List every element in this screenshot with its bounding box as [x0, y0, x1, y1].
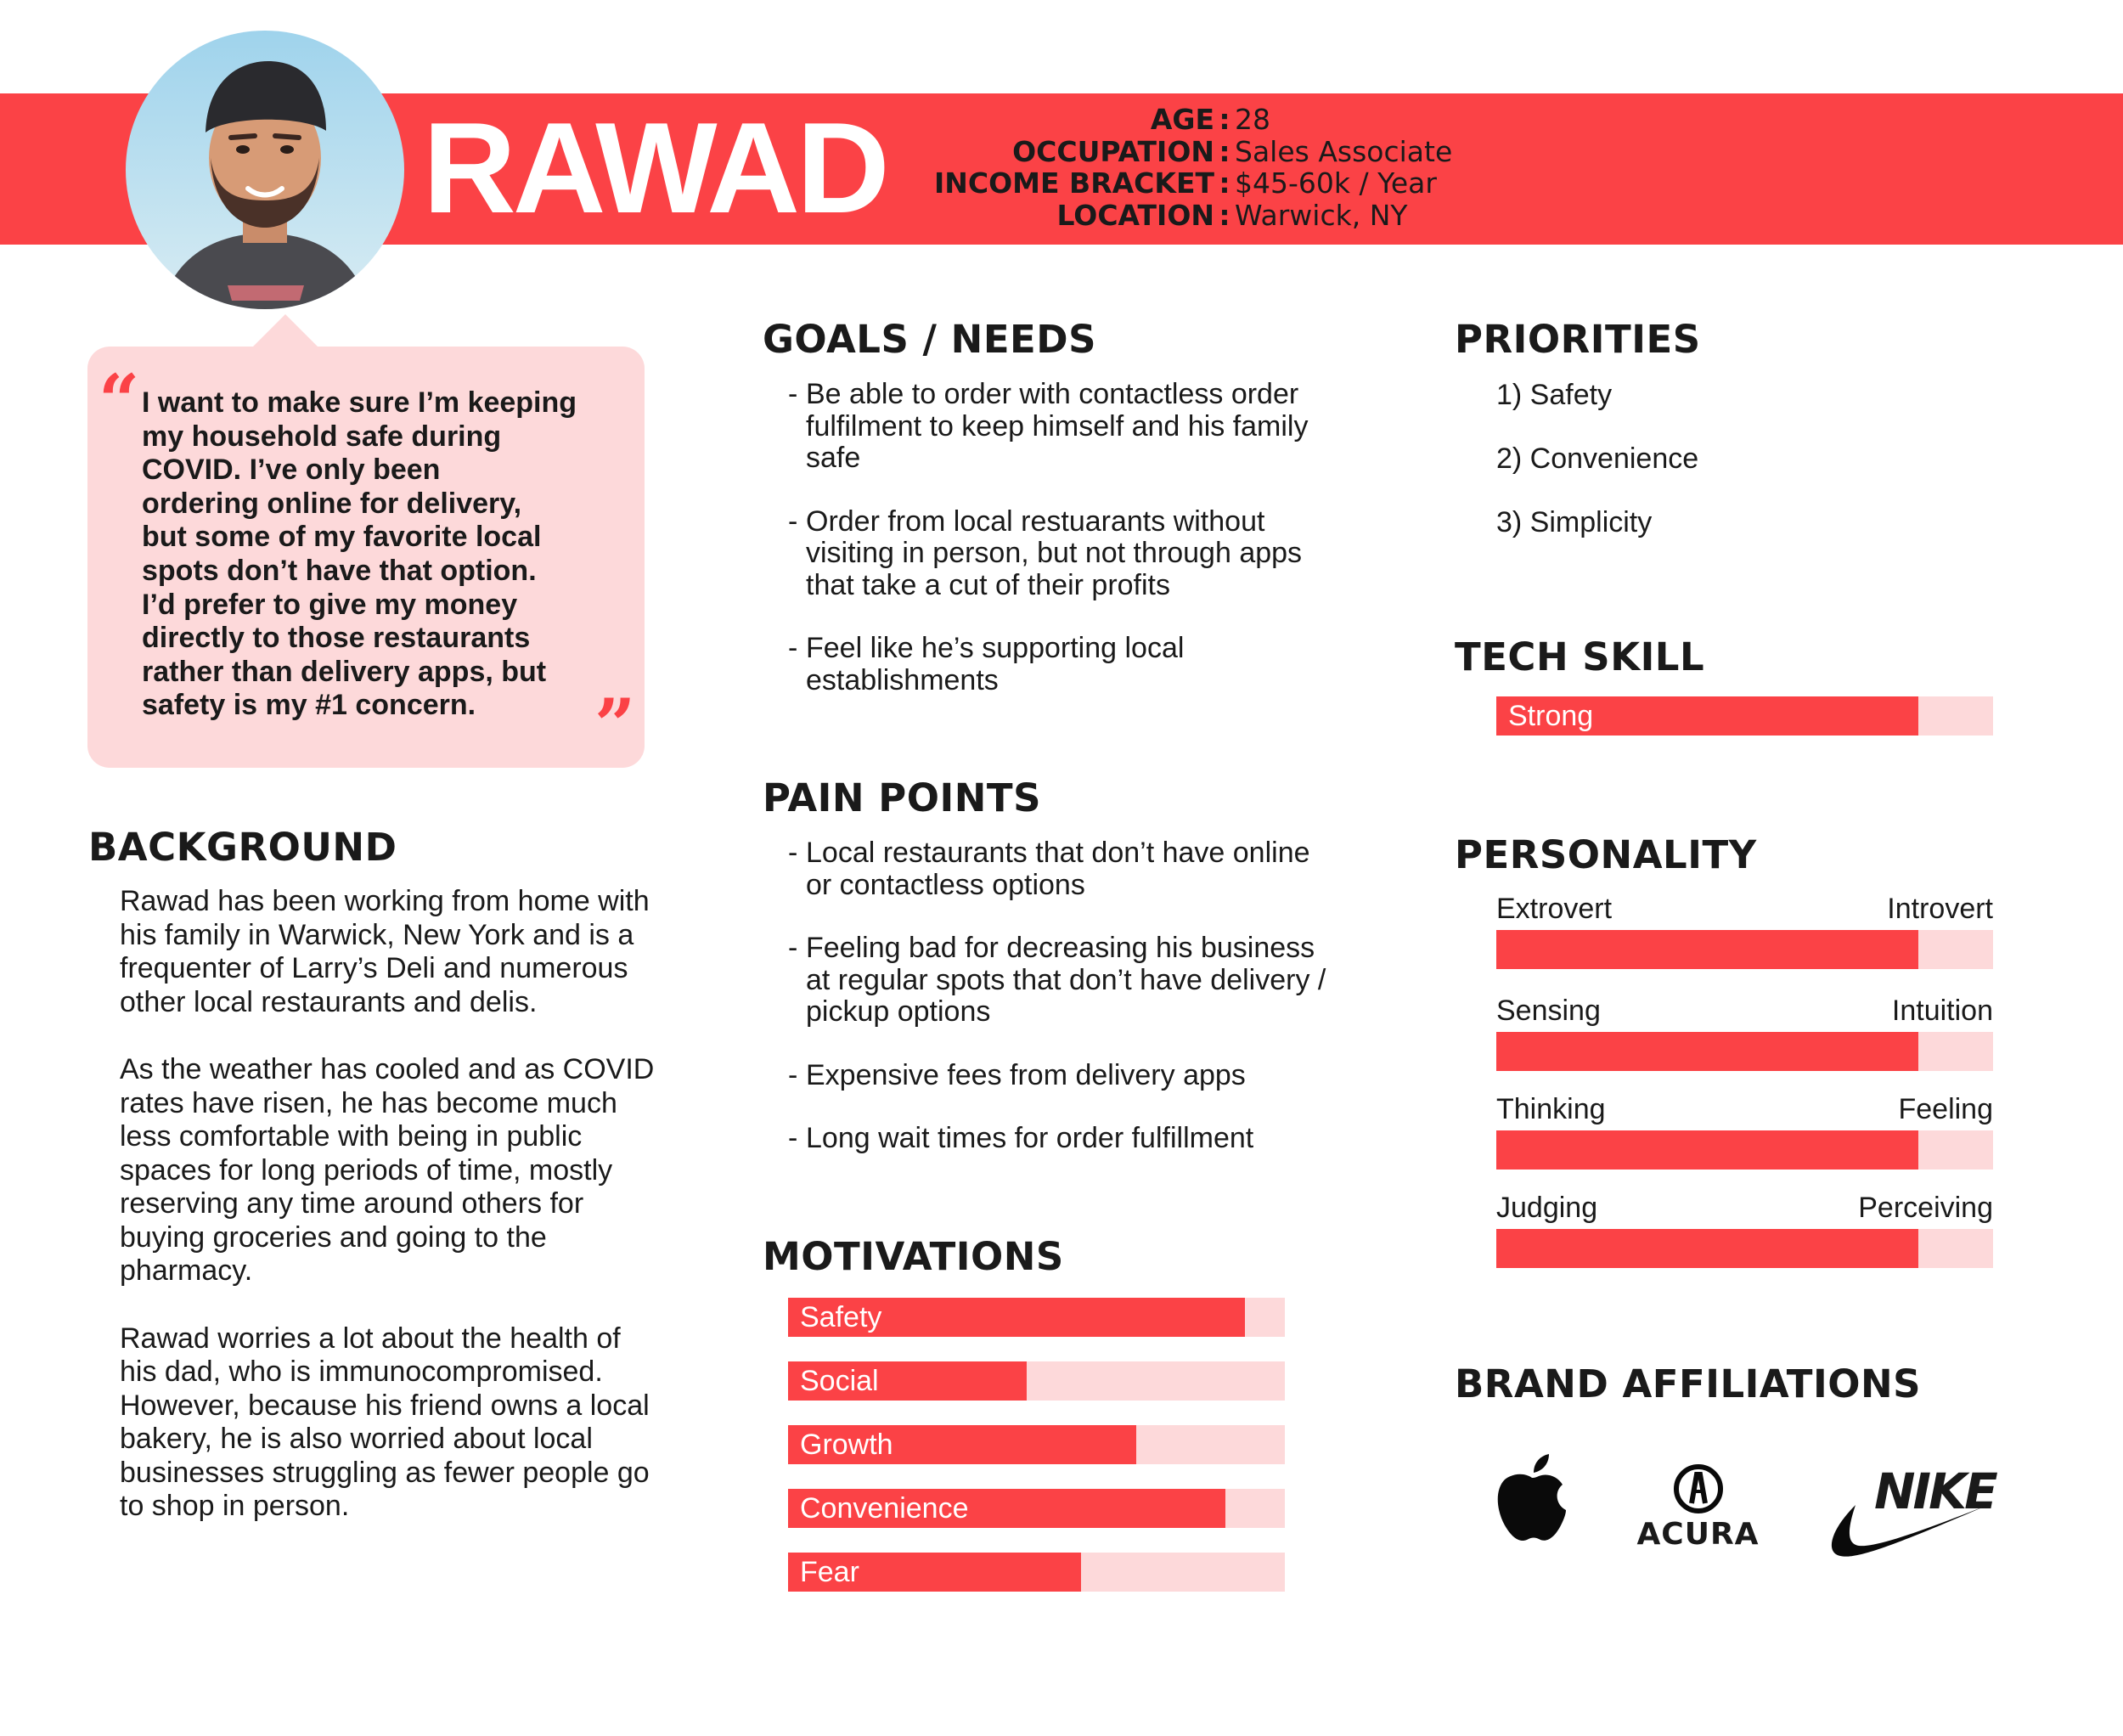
trait-left-label: Thinking: [1496, 1093, 1606, 1125]
motivation-bar-growth: [788, 1425, 1285, 1464]
personality-trait-extrovert-introvert: [1496, 893, 1993, 961]
background-paragraph: Rawad has been working from home with his family in Warwick, New York and is a frequenter of Larry’s Deli and numerous other local restaurants and delis.: [120, 885, 650, 1018]
background-section: [120, 885, 663, 1558]
acura-emblem-icon: [1673, 1464, 1724, 1513]
trait-fill: [1496, 1229, 1918, 1268]
demographic-value: $45-60k / Year: [1235, 166, 1437, 200]
acura-wordmark: ACURA: [1636, 1517, 1760, 1552]
nike-wordmark: NIKE: [1874, 1463, 1996, 1520]
trait-right-label: Intuition: [1891, 995, 1993, 1027]
goal-item: - Order from local restuarants without visiting in person, but not through apps that take a cut of their profits: [788, 506, 1332, 602]
demographic-label: INCOME BRACKET: [934, 166, 1214, 200]
pain-points-heading: PAIN POINTS: [763, 775, 1041, 820]
pain-point-item: - Long wait times for order fulfillment: [788, 1123, 1332, 1155]
goals-list: [788, 379, 1332, 696]
nike-logo-icon: [1822, 1463, 1996, 1564]
persona-name: RAWAD: [423, 96, 887, 240]
trait-fill: [1496, 1130, 1918, 1170]
nike-swoosh-icon: [1822, 1496, 1991, 1564]
demographic-label: LOCATION: [1056, 198, 1214, 232]
motivation-label: Convenience: [800, 1492, 969, 1525]
personality-trait-judging-perceiving: [1496, 1192, 1993, 1260]
demographic-colon: :: [1219, 103, 1230, 137]
motivation-bar-convenience: [788, 1489, 1285, 1528]
trait-track: [1496, 930, 1993, 969]
pain-point-item: - Feeling bad for decreasing his business at regular spots that don’t have delivery / pickup options: [788, 933, 1332, 1029]
trait-right-label: Introvert: [1887, 893, 1993, 925]
trait-right-label: Perceiving: [1858, 1192, 1993, 1224]
demographic-colon: :: [1219, 166, 1230, 200]
trait-left-label: Sensing: [1496, 995, 1601, 1027]
persona-photo: [126, 31, 404, 309]
close-quote-icon: ”: [594, 683, 636, 767]
trait-fill: [1496, 1032, 1918, 1071]
trait-track: [1496, 1229, 1993, 1268]
motivation-label: Social: [800, 1365, 879, 1397]
priority-item: 2) Convenience: [1496, 442, 1699, 475]
avatar: [126, 31, 404, 309]
motivation-bar-social: [788, 1361, 1285, 1401]
apple-logo-icon: [1495, 1454, 1569, 1549]
background-paragraph: As the weather has cooled and as COVID rates have risen, he has become much less comfortable with being in public spaces for long periods of time, mostly reserving any time around others for buying groceries and going to the pharmacy.: [120, 1053, 655, 1287]
goal-item: - Be able to order with contactless order fulfilment to keep himself and his family safe: [788, 379, 1332, 475]
pain-points-list: [788, 837, 1332, 1155]
trait-left-label: Extrovert: [1496, 893, 1613, 925]
demographic-label: AGE: [1150, 103, 1214, 137]
goals-heading: GOALS / NEEDS: [763, 317, 1097, 362]
demographic-value: 28: [1235, 103, 1270, 137]
trait-right-label: Feeling: [1898, 1093, 1993, 1125]
quote-bubble-tail: [251, 314, 319, 348]
motivation-bar-fear: [788, 1553, 1285, 1592]
persona-quote: I want to make sure I’m keeping my household safe during COVID. I’ve only been ordering online for delivery, but some of my favorite local spots don’t have that option. I’d prefer to give my money directly to those restaurants rather than delivery apps, but safety is my #1 concern.: [142, 386, 577, 722]
demographic-location: [900, 200, 1630, 232]
trait-track: [1496, 1130, 1993, 1170]
trait-track: [1496, 1032, 1993, 1071]
acura-logo-icon: [1624, 1464, 1772, 1552]
demographic-colon: :: [1219, 134, 1230, 168]
demographic-occupation: [900, 136, 1630, 168]
background-heading: BACKGROUND: [88, 825, 397, 870]
priority-item: 1) Safety: [1496, 379, 1613, 411]
demographic-value: Warwick, NY: [1235, 198, 1408, 232]
personality-heading: PERSONALITY: [1455, 832, 1757, 877]
trait-fill: [1496, 930, 1918, 969]
motivation-label: Safety: [800, 1301, 882, 1333]
trait-left-label: Judging: [1496, 1192, 1598, 1224]
background-paragraph: Rawad worries a lot about the health of his dad, who is immunocompromised. However, because his friend owns a local bakery, he is also worried about local businesses struggling as fewer people go to shop in person.: [120, 1322, 650, 1522]
pain-point-item: - Local restaurants that don’t have online or contactless options: [788, 837, 1332, 901]
tech-skill-bar: [1496, 696, 1993, 736]
personality-trait-thinking-feeling: [1496, 1093, 1993, 1161]
tech-skill-label: Strong: [1508, 700, 1594, 732]
demographics: [900, 104, 1630, 231]
demographic-colon: :: [1219, 198, 1230, 232]
open-quote-icon: “: [99, 358, 140, 442]
demographic-age: [900, 104, 1630, 136]
priorities-heading: PRIORITIES: [1455, 317, 1701, 362]
pain-point-item: - Expensive fees from delivery apps: [788, 1060, 1332, 1092]
brand-affiliations-heading: BRAND AFFILIATIONS: [1455, 1361, 1922, 1406]
tech-skill-heading: TECH SKILL: [1455, 634, 1705, 679]
demographic-value: Sales Associate: [1235, 134, 1453, 168]
motivation-label: Fear: [800, 1556, 859, 1588]
demographic-income: [900, 167, 1630, 200]
motivation-label: Growth: [800, 1429, 893, 1461]
goal-item: - Feel like he’s supporting local establishments: [788, 633, 1332, 696]
priority-item: 3) Simplicity: [1496, 506, 1653, 538]
personality-trait-sensing-intuition: [1496, 995, 1993, 1062]
priorities-list: [1496, 379, 1698, 570]
demographic-label: OCCUPATION: [1012, 134, 1214, 168]
motivations-heading: MOTIVATIONS: [763, 1234, 1064, 1279]
motivation-bar-safety: [788, 1298, 1285, 1337]
